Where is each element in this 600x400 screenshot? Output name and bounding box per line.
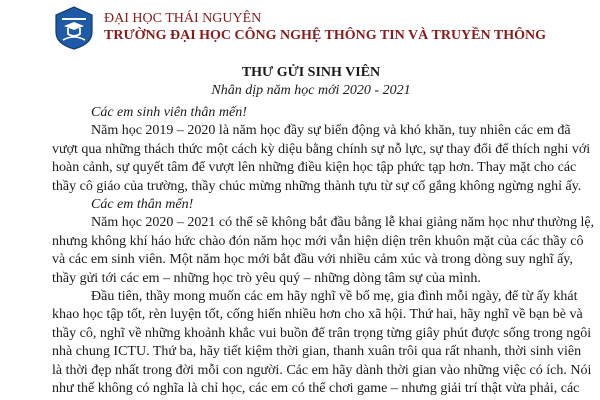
paragraph-line: Năm học 2020 – 2021 có thể sẽ không bắt đầu bằng lễ khai giảng năm học như thường lệ, (91, 215, 595, 231)
paragraph-line: hoàn cảnh, sự quyết tâm để vượt lên những điều kiện học tập phức tạp hơn. Thay mặt cho các (52, 160, 577, 176)
paragraph-line: là thời đẹp nhất trong đời mỗi con người. Các em hãy dành thời gian vào những việc có ích. Nói (52, 362, 592, 378)
paragraph-line: vượt qua những thách thức một cách kỳ diệu bằng chính sự nỗ lực, sự thay đổi để thích nghi với (52, 141, 591, 157)
school-name: TRƯỜNG ĐẠI HỌC CÔNG NGHỆ THÔNG TIN VÀ TRUYỀN THÔNG (104, 28, 546, 43)
letterhead (54, 6, 594, 50)
paragraph-line: nhưng không khí háo hức chào đón năm học mới vẫn hiện diện trên khuôn mặt của các thầy cô (52, 233, 584, 249)
salutation: Các em thân mến! (91, 197, 194, 213)
paragraph-line: Năm học 2019 – 2020 là năm học đầy sự biến động và khó khăn, tuy nhiên các em đã (91, 123, 571, 139)
paragraph-line: thầy cô, nghĩ về những khoảnh khắc vui buồn để trân trọng từng giây phút được sống trong ngôi (52, 325, 592, 341)
paragraph-line: và các em sinh viên. Một năm học mới bắt đầu với nhiều cảm xúc và trong dòng suy nghĩ ấy, (52, 252, 573, 268)
paragraph-line: thầy gửi tới các em – những học trò yêu quý – những dòng tâm sự của mình. (52, 270, 481, 286)
university-name: ĐẠI HỌC THÁI NGUYÊN (104, 11, 262, 26)
paragraph-line: nhà chung ICTU. Thứ ba, hãy tiết kiệm thời gian, thanh xuân trôi qua rất nhanh, thời sinh viên (52, 344, 582, 360)
letter-body (52, 104, 594, 399)
paragraph-line: khao học tập tốt, rèn luyện tốt, cống hiến nhiều hơn cho xã hội. Thứ hai, hãy nghĩ về bạn bè và (52, 307, 583, 323)
paragraph-line: thầy cô giáo của trường, thầy chúc mừng những thành tựu từ sự cố gắng không ngừng nghỉ ấy. (52, 178, 582, 194)
letter-subtitle: Nhân dịp năm học mới 2020 - 2021 (211, 83, 411, 98)
salutation: Các em sinh viên thân mến! (91, 105, 247, 120)
university-logo-icon (54, 6, 94, 50)
paragraph-line: Đầu tiên, thầy mong muốn các em hãy nghĩ về bố mẹ, gia đình mỗi ngày, để từ ấy khát (91, 289, 578, 305)
letter-title: THƯ GỬI SINH VIÊN (241, 65, 381, 80)
paragraph-line: như thế không có nghĩa là chỉ học, các em có thể chơi game – nhưng giải trí thật vừa phải, các (52, 381, 580, 397)
